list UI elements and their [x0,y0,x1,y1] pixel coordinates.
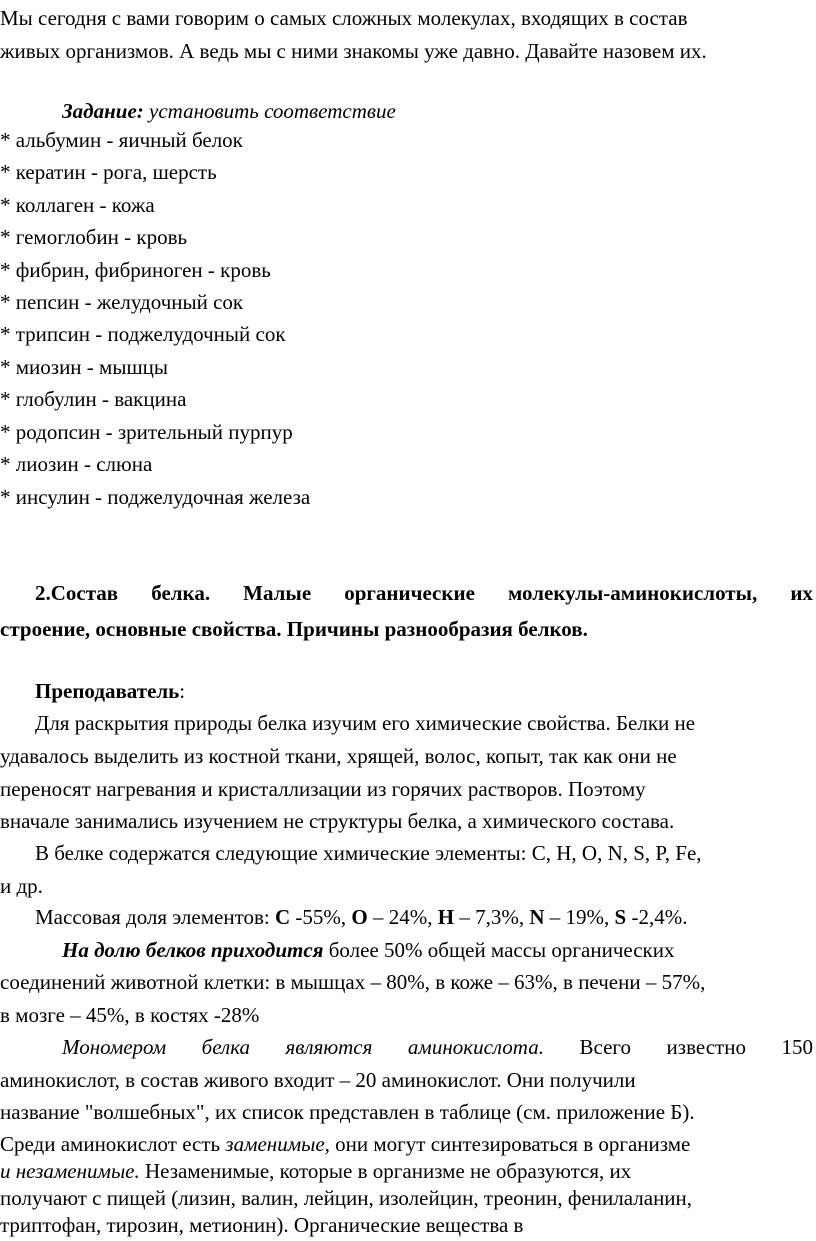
teacher-label: Преподаватель [35,679,180,703]
para4-word: являются [285,1035,373,1059]
heading-word: молекулы-аминокислоты, [507,581,758,605]
element-symbol: N [529,905,545,929]
para1-line-2: удавалось выделить из костной ткани, хрящей, волос, копыт, так как они не [0,744,677,768]
intro-line-2: живых организмов. А ведь мы с ними знакомы уже давно. Давайте назовем их. [0,39,707,63]
list-item: * миозин - мышцы [0,355,168,379]
para5-line-4: триптофан, тирозин, метионин). Органические вещества в [0,1213,524,1237]
intro-line-1: Мы сегодня с вами говорим о самых сложных молекулах, входящих в состав [0,6,688,30]
task-text: установить соответствие [143,99,396,123]
heading-word: 2.Состав [35,581,119,605]
element-value: -55%, [290,905,352,929]
para4-word: Всего [579,1035,632,1059]
task-line [62,101,396,122]
para4-line-3: название "волшебных", их список представлен в таблице (см. приложение Б). [0,1100,695,1124]
para5-term: заменимые, [225,1132,330,1156]
mass-prefix: Массовая доля элементов: [35,905,275,929]
para4-line-1 [62,1037,813,1058]
list-item: * кератин - рога, шерсть [0,160,217,184]
element-symbol: Н [437,905,455,929]
para4-word: аминокислота. [407,1035,544,1059]
mass-fraction-line [35,907,687,928]
list-item: * родопсин - зрительный пурпур [0,420,293,444]
para4-word: Мономером [62,1035,167,1059]
para3-line-2: соединений животной клетки: в мышцах – 80%, в коже – 63%, в печени – 57%, [0,970,706,994]
list-item: * гемоглобин - кровь [0,225,188,249]
para4-word: белка [201,1035,250,1059]
para5-text: Незаменимые, которые в организме не образуются, их [139,1159,632,1183]
list-item: * пепсин - желудочный сок [0,290,244,314]
para4-word: 150 [781,1035,813,1059]
element-value: – 7,3%, [454,905,530,929]
para5-text: Среди аминокислот есть [0,1132,226,1156]
list-item: * трипсин - поджелудочный сок [0,322,286,346]
list-item: * коллаген - кожа [0,193,155,217]
teacher-colon: : [179,679,186,703]
para1-line-3: переносят нагревания и кристаллизации из горячих растворов. Поэтому [0,777,646,801]
heading-word: их [790,581,813,605]
para2-line-1: В белке содержатся следующие химические элементы: C, H, O, N, S, P, Fe, [35,841,702,865]
para5-line-1 [0,1134,690,1155]
para3-line-3: в мозге – 45%, в костях -28% [0,1003,260,1027]
list-item: * фибрин, фибриноген - кровь [0,258,271,282]
element-symbol: О [351,905,368,929]
list-item: * инсулин - поджелудочная железа [0,485,311,509]
element-value: – 24%, [367,905,438,929]
para3-line-1 [62,940,674,961]
task-label: Задание: [62,99,144,123]
para3-rest: более 50% общей массы органических [323,938,675,962]
element-value: -2,4%. [626,905,688,929]
heading-word: органические [344,581,475,605]
list-item: * лиозин - слюна [0,452,153,476]
list-item: * альбумин - яичный белок [0,128,243,152]
para2-line-2: и др. [0,874,43,898]
para1-line-4: вначале занимались изучением не структуры белка, а химического состава. [0,809,675,833]
element-symbol: S [614,905,627,929]
para3-lead: На долю белков приходится [62,938,324,962]
teacher-line [35,681,185,702]
section-heading-line-1 [35,583,813,604]
para5-line-3: получают с пищей (лизин, валин, лейцин, изолейцин, треонин, фенилаланин, [0,1186,693,1210]
para5-text: они могут синтезироваться в организме [329,1132,691,1156]
element-symbol: С [274,905,291,929]
list-item: * глобулин - вакцина [0,387,187,411]
para5-term: и незаменимые. [0,1159,140,1183]
section-heading-line-2: строение, основные свойства. Причины разнообразия белков. [0,617,588,641]
heading-word: белка. [151,581,211,605]
para1-line-1: Для раскрытия природы белка изучим его химические свойства. Белки не [35,711,696,735]
para4-line-2: аминокислот, в состав живого входит – 20 аминокислот. Они получили [0,1068,636,1092]
element-value: – 19%, [544,905,615,929]
para5-line-2 [0,1161,631,1182]
heading-word: Малые [243,581,312,605]
para4-word: известно [666,1035,746,1059]
